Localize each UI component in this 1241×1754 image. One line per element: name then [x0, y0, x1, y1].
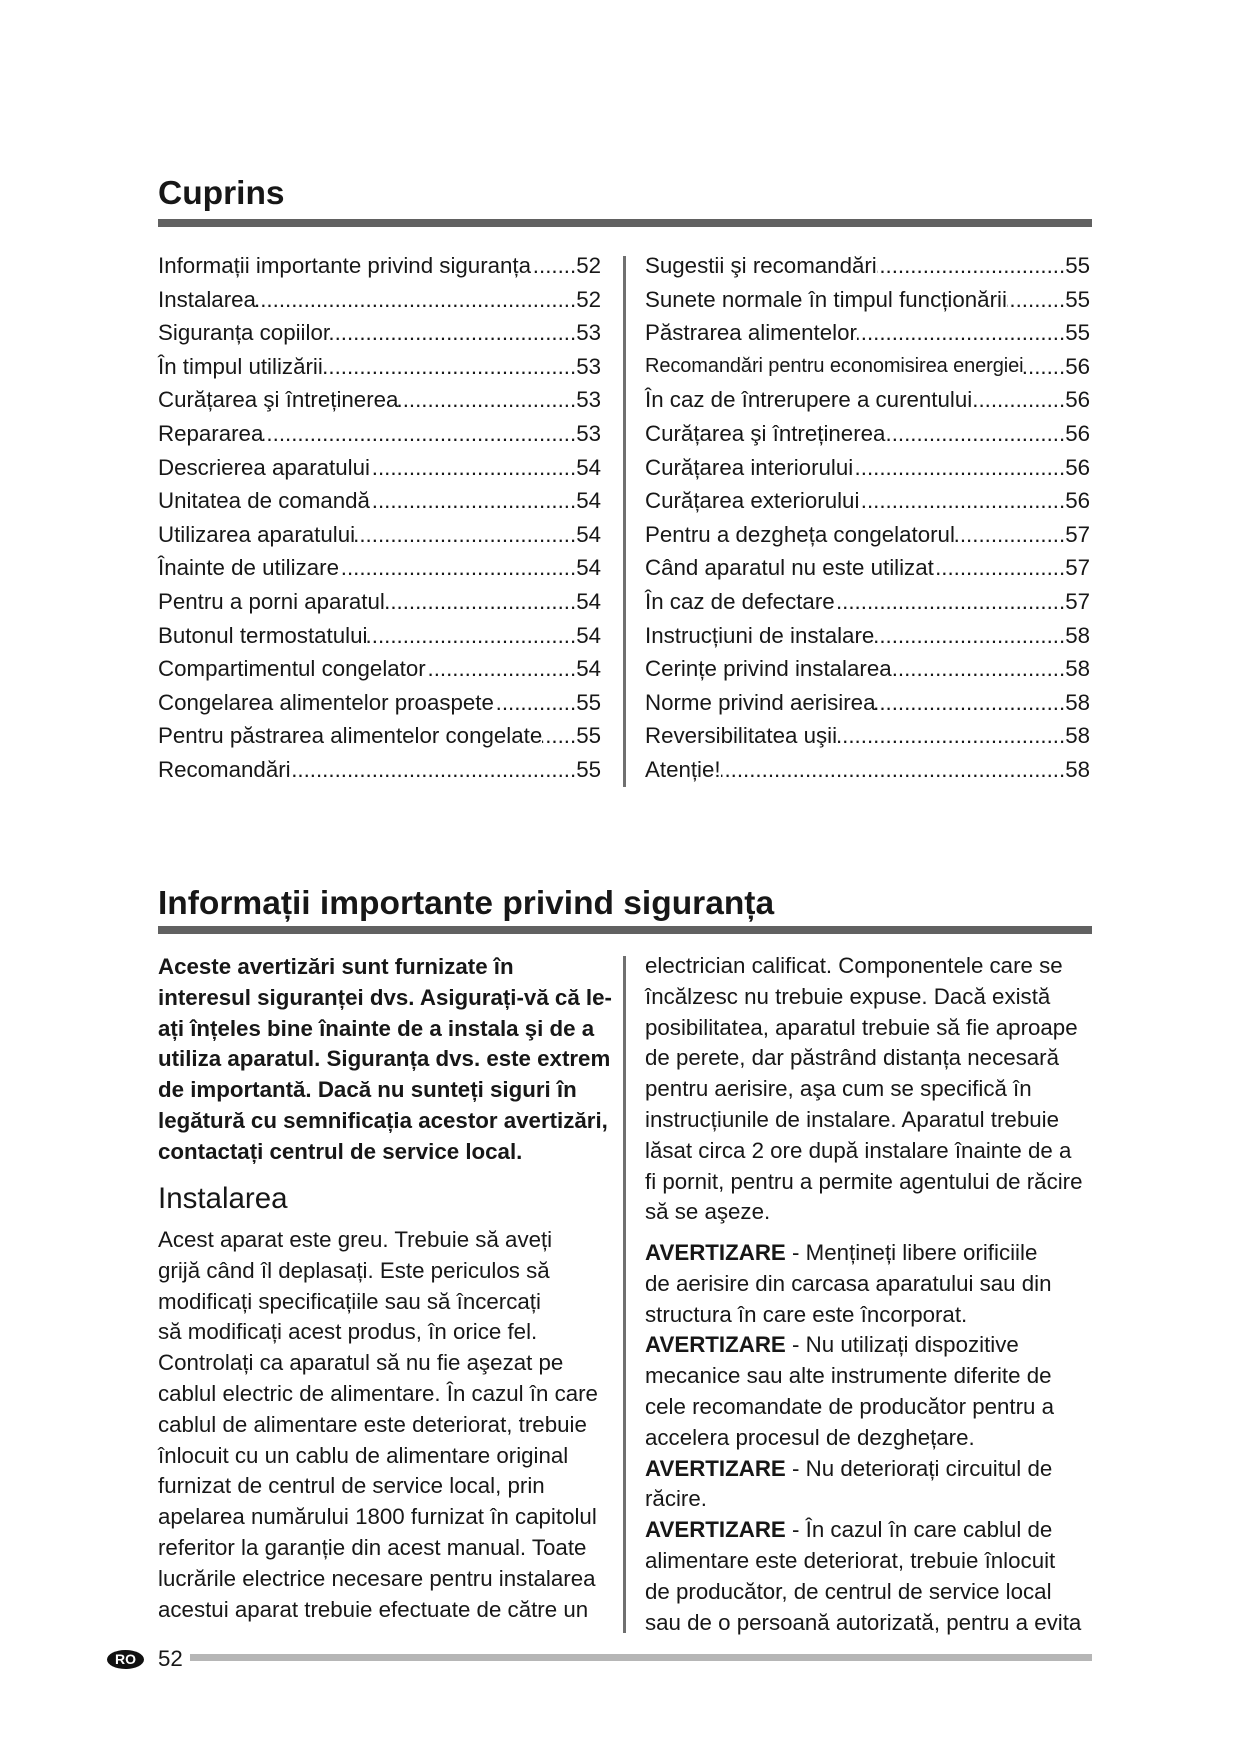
continuation-line: lăsat circa 2 ore după instalare înainte de a	[645, 1137, 1072, 1163]
installation-line: grijă când îl deplasați. Este periculos să	[158, 1257, 550, 1283]
toc-leader	[837, 719, 1065, 753]
page-number: 52	[158, 1646, 183, 1671]
continuation-line: de perete, dar păstrând distanța necesară	[645, 1045, 1060, 1071]
toc-entry-title: Recomandări	[158, 756, 291, 782]
toc-entry-title: Păstrarea alimentelor	[645, 320, 857, 346]
toc-leader	[339, 551, 576, 585]
toc-entry-page: 58	[1065, 756, 1090, 782]
warning-label: AVERTIZARE	[645, 1332, 786, 1358]
toc-entry-title: Curățarea şi întreținerea	[158, 387, 399, 413]
toc-entry	[645, 619, 1090, 653]
toc-entry-title: În timpul utilizării	[158, 353, 323, 379]
toc-leader	[875, 686, 1065, 720]
warning-label: AVERTIZARE	[645, 1517, 786, 1543]
toc-entry-title: În caz de întrerupere a curentului	[645, 387, 973, 413]
intro-line: de importantă. Dacă nu sunteți siguri în	[158, 1077, 577, 1103]
toc-entry-page: 57	[1065, 521, 1090, 547]
installation-line: referitor la garanție din acest manual. Toate	[158, 1534, 587, 1560]
installation-line: înlocuit cu un cablu de alimentare original	[158, 1442, 569, 1468]
toc-entry	[645, 518, 1090, 552]
toc-entry-page: 55	[1065, 286, 1090, 312]
toc-entry	[158, 619, 601, 653]
toc-leader	[370, 451, 576, 485]
toc-leader	[323, 350, 576, 384]
toc-entry	[645, 686, 1090, 720]
toc-leader	[972, 383, 1065, 417]
toc-entry	[645, 350, 1090, 384]
toc-entry-page: 54	[576, 588, 601, 614]
warning-line: structura în care este încorporat.	[645, 1301, 968, 1327]
toc-entry-title: Compartimentul congelator	[158, 656, 426, 682]
toc-entry-title: Atenție!	[645, 756, 721, 782]
intro-line: interesul siguranței dvs. Asigurați-vă că le-	[158, 984, 612, 1010]
toc-entry-title: Instrucțiuni de instalare	[645, 622, 875, 648]
toc-leader	[1023, 350, 1065, 384]
toc-entry-title: Siguranța copiilor	[158, 320, 331, 346]
toc-entry-title: Norme privind aerisirea	[645, 689, 876, 715]
toc-entry-title: Informații importante privind siguranța	[158, 253, 532, 278]
warning	[645, 1454, 1081, 1516]
toc-leader	[263, 417, 576, 451]
toc-entry	[158, 719, 601, 753]
intro-line: utiliza aparatul. Siguranța dvs. este extrem	[158, 1046, 611, 1072]
continuation-line: posibilitatea, aparatul trebuie să fie aproape	[645, 1014, 1078, 1040]
toc-entry-page: 53	[576, 320, 601, 346]
toc-entry-page: 55	[1065, 320, 1090, 346]
toc-entry-title: Congelarea alimentelor proaspete	[158, 689, 494, 715]
column-divider	[623, 956, 626, 1633]
installation-line: Acest aparat este greu. Trebuie să aveți	[158, 1227, 553, 1252]
toc-leader	[367, 619, 576, 653]
toc-leader	[426, 652, 576, 686]
toc-entry-page: 52	[576, 253, 601, 278]
installation-line: cablul electric de alimentare. În cazul în care	[158, 1380, 598, 1406]
toc-entry-page: 56	[1065, 353, 1090, 379]
toc-entry-title: Înainte de utilizare	[158, 555, 339, 581]
footer-rule	[190, 1654, 1092, 1661]
toc-entry	[158, 518, 601, 552]
toc-left-column	[158, 249, 601, 787]
language-badge: RO	[107, 1650, 144, 1669]
toc-entry	[645, 719, 1090, 753]
toc-entry	[645, 484, 1090, 518]
warning-text: - Nu utilizați dispozitive	[792, 1332, 1019, 1358]
toc-leader	[256, 283, 576, 317]
warnings	[645, 1238, 1081, 1638]
toc-leader	[370, 484, 576, 518]
warning-text: - Nu deteriorați circuitul de	[792, 1455, 1053, 1481]
toc-entry-title: Pentru păstrarea alimentelor congelate	[158, 723, 543, 749]
installation-line: modificați specificațiile sau să încercați	[158, 1288, 541, 1314]
toc-entry	[645, 451, 1090, 485]
toc-leader	[1007, 283, 1065, 317]
toc-entry-title: Curățarea interiorului	[645, 454, 854, 480]
toc-entry	[158, 551, 601, 585]
toc-entry-page: 53	[576, 420, 601, 446]
toc-entry-title: Repararea	[158, 420, 264, 446]
intro-line: Aceste avertizări sunt furnizate în	[158, 954, 514, 979]
warning-line: sau de o persoană autorizată, pentru a evita	[645, 1609, 1082, 1635]
warning-line	[645, 1330, 1081, 1361]
installation-continuation	[645, 951, 1083, 1228]
toc-entry-title: Reversibilitatea uşii	[645, 723, 838, 749]
toc-entry	[158, 316, 601, 350]
warning	[645, 1515, 1081, 1638]
toc-leader	[885, 417, 1065, 451]
installation-line: Controlați ca aparatul să nu fie aşezat pe	[158, 1350, 564, 1376]
toc-entry-page: 58	[1065, 689, 1090, 715]
toc-leader	[892, 652, 1066, 686]
warning-text: - Mențineți libere orificiile	[792, 1240, 1038, 1265]
toc-entry-page: 56	[1065, 387, 1090, 413]
toc-leader	[859, 484, 1065, 518]
toc-entry-page: 58	[1065, 656, 1090, 682]
intro-line: contactați centrul de service local.	[158, 1138, 523, 1164]
toc-entry-page: 55	[1065, 253, 1090, 278]
toc-entry-title: Recomandări pentru economisirea energiei	[645, 354, 1024, 377]
toc-entry	[645, 417, 1090, 451]
toc-entry-title: Descrierea aparatului	[158, 454, 370, 480]
toc-leader	[355, 518, 576, 552]
warning-label: AVERTIZARE	[645, 1240, 786, 1265]
toc-entry-page: 53	[576, 353, 601, 379]
toc-leader	[330, 316, 576, 350]
toc-entry	[158, 350, 601, 384]
warning-line: cele recomandate de producător pentru a	[645, 1393, 1055, 1419]
toc-entry-page: 57	[1065, 555, 1090, 581]
toc-entry-title: Când aparatul nu este utilizat	[645, 555, 934, 581]
toc-leader	[874, 619, 1065, 653]
installation-line: să modificați acest produs, în orice fel.	[158, 1319, 538, 1345]
toc-leader	[398, 383, 576, 417]
heading-rule	[158, 926, 1092, 934]
toc-leader	[721, 753, 1066, 787]
toc-entry-title: În caz de defectare	[645, 588, 835, 614]
toc-entry	[158, 417, 601, 451]
installation-line: furnizat de centrul de service local, prin	[158, 1473, 545, 1499]
toc-entry-title: Instalarea	[158, 286, 256, 312]
warning-line: de producător, de centrul de service local	[645, 1578, 1052, 1604]
toc-entry-page: 58	[1065, 723, 1090, 749]
toc-entry-title: Pentru a dezgheța congelatorul	[645, 521, 955, 547]
continuation-line: fi pornit, pentru a permite agentului de răcire	[645, 1168, 1083, 1194]
toc-entry-title: Unitatea de comandă	[158, 488, 370, 514]
warning-line	[645, 1238, 1081, 1269]
toc-entry	[158, 249, 601, 283]
toc-entry-page: 56	[1065, 488, 1090, 514]
toc-entry	[645, 753, 1090, 787]
warning-line: alimentare este deteriorat, trebuie înlocuit	[645, 1547, 1056, 1573]
intro-line: legătură cu semnificația acestor avertizări,	[158, 1107, 608, 1133]
toc-entry-page: 56	[1065, 454, 1090, 480]
toc-leader	[853, 451, 1065, 485]
warning-line: mecanice sau alte instrumente diferite de	[645, 1363, 1052, 1389]
toc-leader	[877, 249, 1065, 283]
toc-entry-title: Curățarea şi întreținerea	[645, 420, 886, 446]
toc-leader	[857, 316, 1065, 350]
continuation-line: electrician calificat. Componentele care se	[645, 953, 1063, 978]
toc-entry	[645, 249, 1090, 283]
toc-entry	[158, 383, 601, 417]
continuation-line: pentru aerisire, aşa cum se specifică în	[645, 1076, 1032, 1102]
toc-entry	[158, 585, 601, 619]
column-divider	[623, 256, 626, 787]
toc-entry	[158, 652, 601, 686]
toc-entry-page: 54	[576, 656, 601, 682]
installation-line: apelarea numărului 1800 furnizat în capitolul	[158, 1504, 597, 1530]
warning-label: AVERTIZARE	[645, 1455, 786, 1481]
toc-entry	[645, 383, 1090, 417]
toc-entry-page: 54	[576, 521, 601, 547]
toc-entry-page: 52	[576, 286, 601, 312]
safety-heading: Informații importante privind siguranța	[158, 885, 775, 922]
toc-entry-title: Butonul termostatului	[158, 622, 368, 648]
installation-subheading: Instalarea	[158, 1182, 288, 1215]
installation-line: acestui aparat trebuie efectuate de către un	[158, 1596, 589, 1622]
toc-entry-title: Curățarea exteriorului	[645, 488, 860, 514]
toc-entry	[645, 551, 1090, 585]
toc-entry-page: 57	[1065, 588, 1090, 614]
toc-entry-page: 56	[1065, 420, 1090, 446]
warning	[645, 1330, 1081, 1453]
heading-rule	[158, 219, 1092, 227]
toc-leader	[494, 686, 576, 720]
toc-entry-title: Cerințe privind instalarea	[645, 656, 892, 682]
toc-entry-page: 53	[576, 387, 601, 413]
toc-entry-page: 54	[576, 488, 601, 514]
warning-text: - În cazul în care cablul de	[792, 1517, 1053, 1543]
warning-line: de aerisire din carcasa aparatului sau din	[645, 1270, 1052, 1296]
warning-line	[645, 1515, 1081, 1546]
continuation-line: instrucțiunile de instalare. Aparatul trebuie	[645, 1106, 1059, 1132]
toc-leader	[955, 518, 1065, 552]
toc-entry-page: 55	[576, 723, 601, 749]
toc-leader	[385, 585, 576, 619]
toc-entry-page: 58	[1065, 622, 1090, 648]
toc-entry-title: Sugestii şi recomandări	[645, 253, 877, 278]
continuation-line: să se aşeze.	[645, 1199, 771, 1225]
toc-entry-page: 55	[576, 689, 601, 715]
toc-heading: Cuprins	[158, 175, 285, 212]
toc-leader	[835, 585, 1066, 619]
toc-entry-title: Utilizarea aparatului	[158, 521, 356, 547]
warning-line: răcire.	[645, 1486, 707, 1512]
continuation-line: încălzesc nu trebuie expuse. Dacă există	[645, 983, 1051, 1009]
toc-entry	[158, 451, 601, 485]
toc-leader	[531, 249, 576, 283]
warning	[645, 1238, 1081, 1330]
toc-entry-page: 54	[576, 454, 601, 480]
intro-line: ați înțeles bine înainte de a instala şi de a	[158, 1015, 595, 1041]
toc-entry	[645, 316, 1090, 350]
warning-line: accelera procesul de dezghețare.	[645, 1424, 975, 1450]
toc-right-column	[645, 249, 1090, 787]
toc-entry	[645, 283, 1090, 317]
toc-entry	[645, 585, 1090, 619]
installation-text	[158, 1225, 598, 1625]
toc-entry-page: 55	[576, 756, 601, 782]
toc-entry-page: 54	[576, 622, 601, 648]
toc-entry	[158, 283, 601, 317]
toc-entry-title: Sunete normale în timpul funcționării	[645, 286, 1007, 312]
safety-intro	[158, 952, 612, 1168]
toc-leader	[934, 551, 1065, 585]
toc-leader	[291, 753, 577, 787]
installation-line: cablul de alimentare este deteriorat, trebuie	[158, 1411, 587, 1437]
toc-entry	[158, 753, 601, 787]
toc-leader	[542, 719, 576, 753]
installation-line: lucrările electrice necesare pentru instalarea	[158, 1565, 596, 1591]
toc-entry-page: 54	[576, 555, 601, 581]
toc-entry	[645, 652, 1090, 686]
toc-entry-title: Pentru a porni aparatul	[158, 588, 385, 614]
toc-entry	[158, 484, 601, 518]
warning-line	[645, 1454, 1081, 1485]
toc-entry	[158, 686, 601, 720]
